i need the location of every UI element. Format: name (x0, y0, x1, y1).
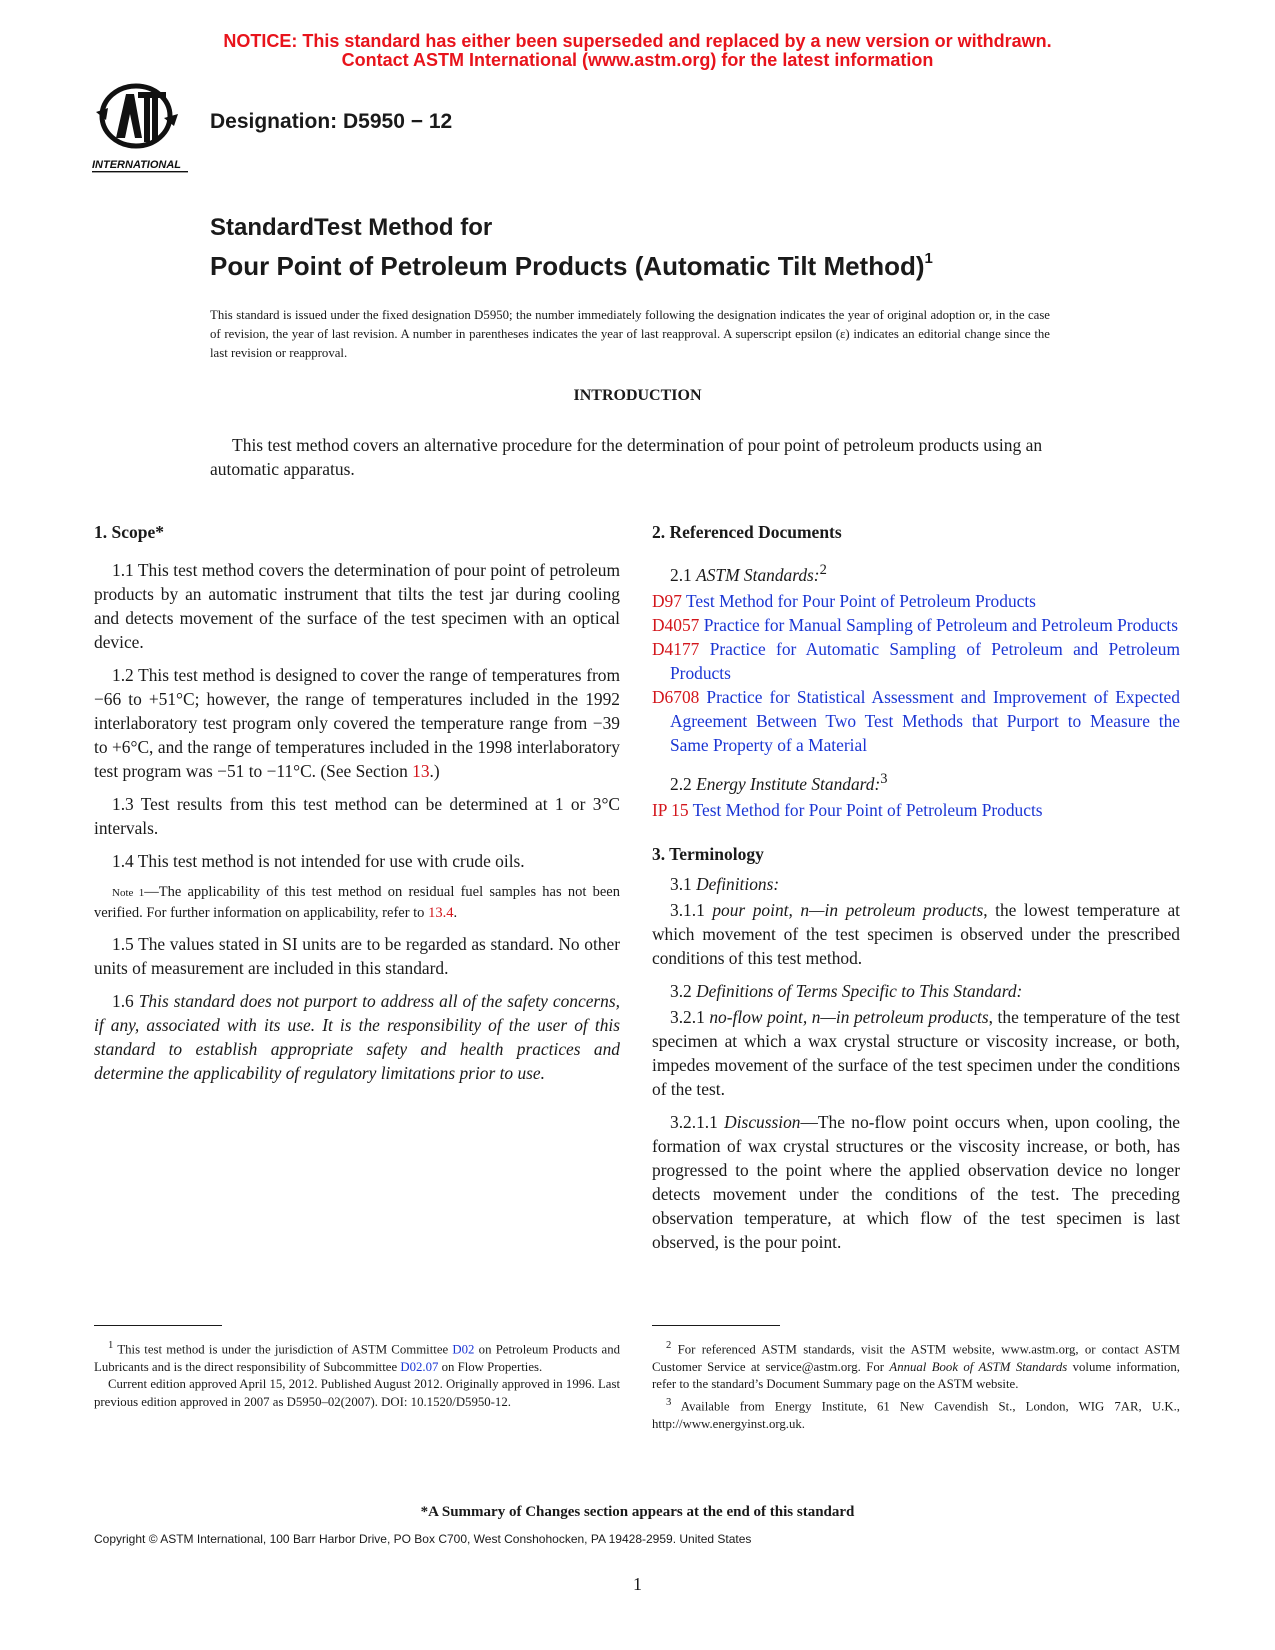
footnote-1-text-c: on Flow Properties. (438, 1359, 543, 1374)
def-3-1-1-term: pour point, n—in petroleum products (712, 899, 984, 920)
energy-institute-subhead (652, 767, 1180, 796)
title-line-1: StandardTest Method for (210, 214, 493, 241)
def-3-2-label: Definitions of Terms Specific to This Standard: (696, 980, 1023, 1001)
reference-item[interactable] (652, 613, 1180, 637)
para-1-6 (94, 989, 620, 1085)
footnote-3-text: Available from Energy Institute, 61 New Cavendish St., London, WIG 7AR, U.K., http://www.energyinst.org.uk. (652, 1399, 1180, 1431)
footnote-3-mark: 3 (666, 1396, 672, 1408)
footnote-2-text-b: volume information, refer to the standard’s Document Summary page on the ASTM website. (652, 1359, 1180, 1392)
right-column (652, 520, 1180, 1263)
footnote-1-text-a: This test method is under the jurisdiction of ASTM Committee (113, 1342, 453, 1357)
footnote-1 (94, 1337, 620, 1376)
def-3-2-1-text: , the temperature of the test specimen at which a wax crystal structure or viscosity increase, or both, impedes movement of the surface of the test specimen under the conditions of the test. (652, 1006, 1180, 1099)
reference-title[interactable]: Practice for Manual Sampling of Petroleum and Petroleum Products (703, 614, 1178, 635)
designation: Designation: D5950 − 12 (210, 110, 453, 133)
footnote-2-text-a: For referenced ASTM standards, visit the ASTM website, www.astm.org, or contact ASTM Customer Service at service@astm.org. For (652, 1342, 1180, 1374)
left-column (94, 520, 620, 1094)
sub-2-1-num: 2.1 (670, 564, 697, 585)
note-1-text: —The applicability of this test method on residual fuel samples has not been verified. For further information on applicability, refer to (94, 884, 620, 921)
reference-title[interactable]: Practice for Automatic Sampling of Petroleum and Petroleum Products (670, 638, 1180, 683)
footnote-divider (94, 1325, 222, 1326)
reference-code[interactable]: D97 (652, 590, 682, 611)
astm-logo-icon (92, 80, 202, 180)
def-3-1-1-text: , the lowest temperature at which movement of the test specimen is observed under the prescribed conditions of this test method. (652, 899, 1180, 968)
reference-item[interactable] (652, 637, 1180, 685)
footnotes-right (652, 1337, 1180, 1433)
reference-title[interactable]: Test Method for Pour Point of Petroleum Products (686, 590, 1036, 611)
para-1-2-end: .) (429, 761, 440, 781)
para-1-1: 1.1 This test method covers the determination of pour point of petroleum products by an automatic instrument that tilts the test jar during cooling and detects movement of the surface of the test specimen with an optical device. (94, 560, 620, 652)
issuance-statement: This standard is issued under the fixed designation D5950; the number immediately following the designation indicates the year of original adoption or, in the case of revision, the year of last revision. A number in parentheses indicates the year of last reapproval. A superscript epsilon (ε) indicates an editorial change since the last revision or reapproval. (210, 308, 1050, 360)
sub-2-1-label: ASTM Standards: (696, 564, 820, 585)
note-1-label: Note 1 (112, 887, 145, 899)
sub-2-2-num: 2.2 (670, 773, 697, 794)
reference-code[interactable]: D6708 (652, 686, 700, 707)
notice-line-2: Contact ASTM International (www.astm.org) for the latest information (341, 50, 934, 70)
title-footnote-mark: 1 (924, 250, 933, 267)
committee-d02-link[interactable]: D02 (452, 1342, 475, 1357)
footnote-2 (652, 1337, 1180, 1394)
footnote-2-mark: 2 (666, 1340, 672, 1351)
para-1-3: 1.3 Test results from this test method can be determined at 1 or 3°C intervals. (94, 794, 620, 838)
def-3-1-num: 3.1 (670, 873, 697, 894)
section-13-link[interactable]: 13 (412, 761, 430, 781)
footnote-1-mark: 1 (108, 1340, 114, 1351)
introduction-text: This test method covers an alternative procedure for the determination of pour point of petroleum products using an automatic apparatus. (210, 435, 1043, 479)
para-1-2 (94, 663, 620, 783)
introduction-heading: INTRODUCTION (573, 387, 702, 404)
title-line-2 (210, 243, 933, 282)
reference-item[interactable] (652, 798, 1180, 822)
copyright-line: Copyright © ASTM International, 100 Barr Harbor Drive, PO Box C700, West Conshohocken, PA 19428-2959. United States (94, 1532, 752, 1546)
para-1-5: 1.5 The values stated in SI units are to be regarded as standard. No other units of measurement are included in this standard. (94, 934, 620, 978)
specific-terms-subhead (652, 979, 1180, 1003)
sub-2-2-mark: 3 (880, 770, 888, 787)
def-3-2-1-term: no-flow point, n—in petroleum products (709, 1006, 989, 1027)
definitions-subhead (652, 872, 1180, 896)
page-number: 1 (633, 1574, 642, 1594)
def-3-2-1-num: 3.2.1 (670, 1006, 710, 1027)
reference-title[interactable]: Practice for Statistical Assessment and Improvement of Expected Agreement Between Two Test Methods that Purport to Measure the Same Property of a Material (670, 686, 1180, 755)
discussion-text: —The no-flow point occurs when, upon cooling, the formation of wax crystal structures or the viscosity increase, or both, has progressed to the point where the applied observation device no longer detects movement under the conditions of the test. The preceding observation temperature, at which flow of the test specimen is last observed, is the pour point. (652, 1111, 1180, 1252)
def-3-2-1-1-num: 3.2.1.1 (670, 1111, 725, 1132)
scope-heading: 1. Scope* (94, 522, 164, 542)
def-no-flow-point (652, 1005, 1180, 1101)
discussion-label: Discussion (724, 1111, 801, 1132)
sub-2-1-mark: 2 (819, 562, 827, 578)
astm-standards-subhead (652, 558, 1180, 587)
reference-code[interactable]: D4177 (652, 638, 700, 659)
para-1-6-num: 1.6 (112, 991, 139, 1011)
reference-title[interactable]: Test Method for Pour Point of Petroleum Products (692, 799, 1043, 820)
reference-item[interactable] (652, 589, 1180, 613)
note-1-end: . (453, 905, 458, 921)
footnote-1-text-b: on Petroleum Products and Lubricants and is the direct responsibility of Subcommittee (94, 1342, 620, 1374)
section-13-4-link[interactable]: 13.4 (428, 905, 454, 921)
logo-wordmark: INTERNATIONAL (92, 159, 182, 171)
def-3-2-num: 3.2 (670, 980, 697, 1001)
para-1-4: 1.4 This test method is not intended for use with crude oils. (112, 851, 525, 871)
footnote-1-edition: Current edition approved April 15, 2012. Published August 2012. Originally approved in 1996. Last previous edition approved in 2007 as D5950–02(2007). DOI: 10.1520/D5950-12. (94, 1377, 620, 1409)
document-title (210, 213, 933, 282)
reference-code[interactable]: D4057 (652, 614, 700, 635)
para-1-6-text: This standard does not purport to address all of the safety concerns, if any, associated with its use. It is the responsibility of the user of this standard to establish appropriate safety and health practices and determine the applicability of regulatory limitations prior to use. (94, 991, 620, 1083)
para-1-2-text: 1.2 This test method is designed to cover the range of temperatures from −66 to +51°C; however, the range of temperatures included in the 1992 interlaboratory test program only covered the temperature range from −39 to +6°C, and the range of temperatures included in the 1998 interlaboratory test program was −51 to −11°C. (See Section (94, 665, 620, 781)
withdrawn-notice (0, 32, 1275, 70)
subcommittee-d02-07-link[interactable]: D02.07 (400, 1359, 439, 1374)
terminology-heading: 3. Terminology (652, 843, 764, 864)
footnote-2-book-title: Annual Book of ASTM Standards (889, 1359, 1068, 1374)
footnote-3 (652, 1394, 1180, 1433)
reference-code[interactable]: IP 15 (652, 799, 689, 820)
note-1 (94, 882, 620, 923)
title-line-2-text: Pour Point of Petroleum Products (Automatic Tilt Method) (210, 251, 925, 281)
def-3-1-1-num: 3.1.1 (670, 899, 713, 920)
footnote-divider (652, 1325, 780, 1326)
discussion-paragraph (652, 1110, 1180, 1254)
notice-line-1: NOTICE: This standard has either been superseded and replaced by a new version or withdrawn. (223, 31, 1052, 51)
referenced-documents-heading: 2. Referenced Documents (652, 522, 842, 542)
footnotes-left (94, 1337, 620, 1411)
sub-2-2-label: Energy Institute Standard: (696, 773, 881, 794)
def-3-1-label: Definitions: (696, 873, 780, 894)
summary-of-changes-note: *A Summary of Changes section appears at the end of this standard (420, 1504, 855, 1520)
reference-item[interactable] (652, 685, 1180, 757)
def-pour-point (652, 898, 1180, 970)
